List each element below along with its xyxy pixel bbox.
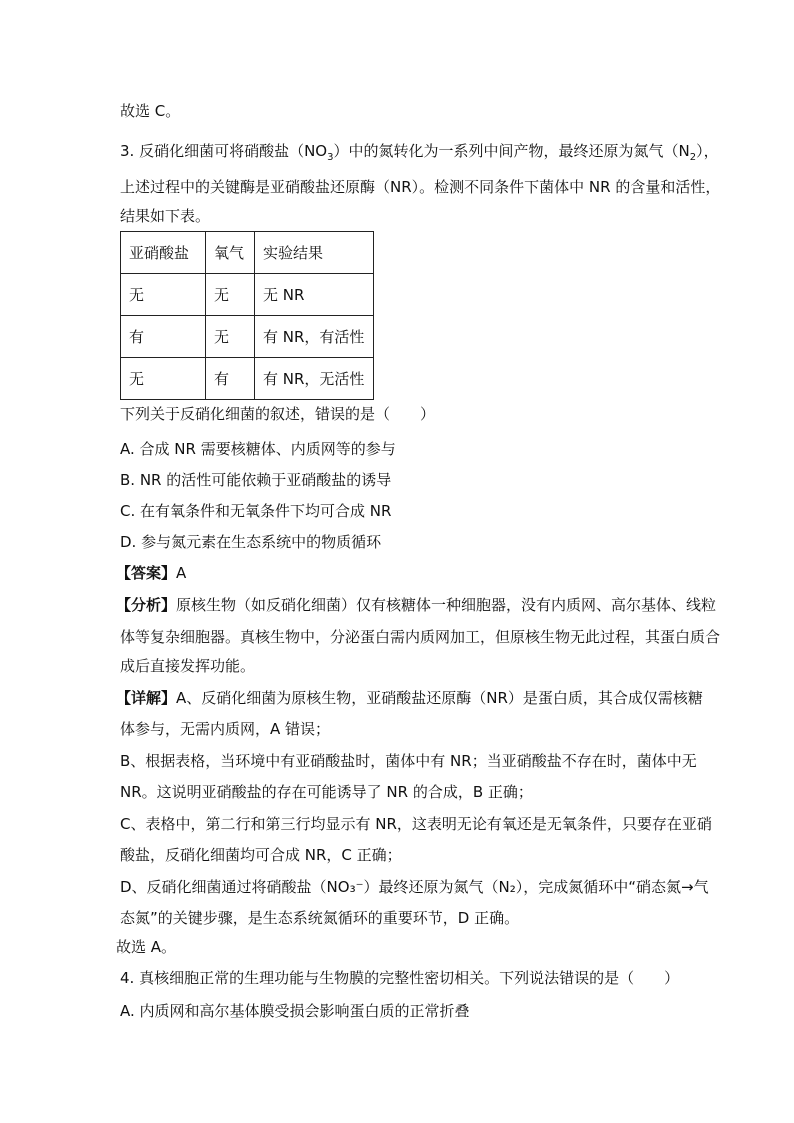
table-row [121, 358, 374, 400]
table-cell: 无 [206, 274, 255, 316]
table-row [121, 316, 374, 358]
q3-stem-line2: 上述过程中的关键酶是亚硝酸盐还原酶（NR）。检测不同条件下菌体中 NR 的含量和活性， [120, 178, 721, 196]
table-header: 氧气 [206, 232, 255, 274]
detail-label: 【详解】 [116, 689, 177, 707]
analysis-line3: 成后直接发挥功能。 [120, 657, 256, 675]
experiment-table [120, 231, 374, 400]
q3-stem-line1-b: ）中的氮转化为一系列中间产物，最终还原为氮气（N [333, 142, 690, 160]
detail-line4: NR。这说明亚硝酸盐的存在可能诱导了 NR 的合成，B 正确； [120, 783, 533, 801]
answer-value: A [176, 564, 187, 582]
table-cell: 无 [121, 274, 206, 316]
detail-line5: C、表格中，第二行和第三行均显示有 NR，这表明无论有氧还是无氧条件，只要存在亚硝 [120, 815, 712, 833]
analysis-line2: 体等复杂细胞器。真核生物中，分泌蛋白需内质网加工，但原核生物无此过程，其蛋白质合 [120, 628, 721, 646]
detail-line2: 体参与，无需内质网，A 错误； [120, 720, 331, 738]
table-header-row [121, 232, 374, 274]
no3-subscript: 3 [327, 152, 334, 163]
table-cell: 无 [121, 358, 206, 400]
q3-stem-line1-c: ）， [696, 142, 719, 160]
table-cell: 有 [121, 316, 206, 358]
detail-line3: B、根据表格，当环境中有亚硝酸盐时，菌体中有 NR；当亚硝酸盐不存在时，菌体中无 [120, 752, 697, 770]
n2-subscript: 2 [689, 152, 697, 163]
table-row [121, 274, 374, 316]
table-cell: 无 NR [255, 274, 374, 316]
table-cell: 有 NR，有活性 [255, 316, 374, 358]
q3-question: 下列关于反硝化细菌的叙述，错误的是（ ） [120, 405, 436, 423]
q3-conclusion: 故选 A。 [116, 938, 177, 956]
answer-line [116, 563, 186, 583]
analysis-line1 [116, 595, 716, 615]
q3-stem-line1 [120, 141, 719, 168]
q3-option-c: C. 在有氧条件和无氧条件下均可合成 NR [120, 502, 392, 520]
table-cell: 有 NR，无活性 [255, 358, 374, 400]
table-cell: 有 [206, 358, 255, 400]
analysis-label: 【分析】 [116, 596, 177, 614]
table-header: 亚硝酸盐 [121, 232, 206, 274]
table-header: 实验结果 [255, 232, 374, 274]
detail-line6: 酸盐，反硝化细菌均可合成 NR，C 正确； [120, 846, 402, 864]
q3-option-a: A. 合成 NR 需要核糖体、内质网等的参与 [120, 440, 396, 458]
detail-line1 [116, 688, 703, 708]
table-cell: 无 [206, 316, 255, 358]
q3-option-b: B. NR 的活性可能依赖于亚硝酸盐的诱导 [120, 471, 392, 489]
q3-stem-line3: 结果如下表。 [120, 207, 211, 225]
detail-line7: D、反硝化细菌通过将硝酸盐（NO₃⁻）最终还原为氮气（N₂），完成氮循环中“硝态氮→气 [120, 878, 709, 896]
q3-stem-line1-a: 3. 反硝化细菌可将硝酸盐（NO [120, 142, 328, 160]
q4-stem: 4. 真核细胞正常的生理功能与生物膜的完整性密切相关。下列说法错误的是（ ） [120, 969, 680, 987]
detail-line8: 态氮”的关键步骤，是生态系统氮循环的重要环节，D 正确。 [120, 909, 520, 927]
detail-text1: A、反硝化细菌为原核生物，亚硝酸盐还原酶（NR）是蛋白质，其合成仅需核糖 [176, 689, 703, 707]
previous-conclusion: 故选 C。 [120, 102, 181, 120]
answer-label: 【答案】 [116, 564, 177, 582]
analysis-text1: 原核生物（如反硝化细菌）仅有核糖体一种细胞器，没有内质网、高尔基体、线粒 [176, 596, 717, 614]
q4-option-a: A. 内质网和高尔基体膜受损会影响蛋白质的正常折叠 [120, 1002, 470, 1020]
q3-option-d: D. 参与氮元素在生态系统中的物质循环 [120, 533, 382, 551]
